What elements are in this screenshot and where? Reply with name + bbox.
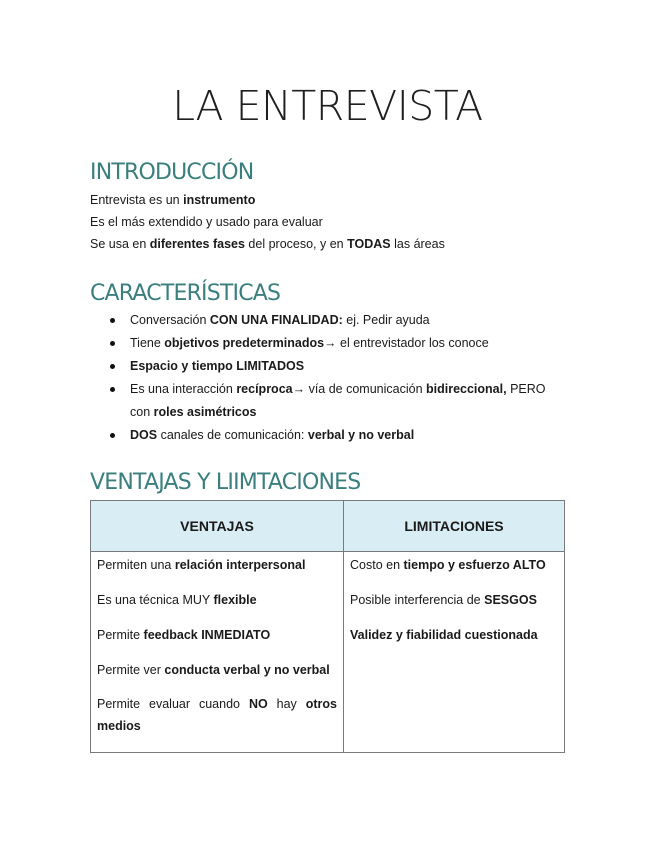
limitaciones-cell xyxy=(344,552,565,753)
heading-introduccion: INTRODUCCIÓN xyxy=(90,160,254,185)
intro-line-1: Entrevista es un instrumento xyxy=(90,193,256,207)
ventaja-item: Es una técnica MUY flexible xyxy=(97,593,257,607)
intro-line-3: Se usa en diferentes fases del proceso, y en TODAS las áreas xyxy=(90,237,445,251)
limitacion-item: Validez y fiabilidad cuestionada xyxy=(350,628,538,642)
bullet-icon xyxy=(110,433,115,438)
limitacion-item: Posible interferencia de SESGOS xyxy=(350,593,537,607)
ventaja-item: Permite feedback INMEDIATO xyxy=(97,628,271,642)
bullet-icon xyxy=(110,387,115,392)
ventajas-limitaciones-table xyxy=(90,500,565,753)
bullet-icon xyxy=(110,364,115,369)
list-item: Tiene objetivos predeterminados→ el entrevistador los conoce xyxy=(110,332,580,355)
limitacion-item: Costo en tiempo y esfuerzo ALTO xyxy=(350,558,546,572)
list-item: Es una interacción recíproca→ vía de comunicación bidireccional, PERO con roles asimétricos xyxy=(110,378,580,424)
page-title: LA ENTREVISTA xyxy=(172,82,483,130)
ventaja-item: Permiten una relación interpersonal xyxy=(97,558,306,572)
bullet-icon xyxy=(110,341,115,346)
ventaja-item: Permite evaluar cuando NO hay otros medios xyxy=(97,697,337,733)
column-header-ventajas: VENTAJAS xyxy=(91,501,344,552)
heading-ventajas-limitaciones: VENTAJAS Y LIIMTACIONES xyxy=(90,470,361,495)
column-header-limitaciones: LIMITACIONES xyxy=(344,501,565,552)
bullet-icon xyxy=(110,318,115,323)
list-item: Espacio y tiempo LIMITADOS xyxy=(110,355,580,378)
intro-line-2: Es el más extendido y usado para evaluar xyxy=(90,215,323,229)
list-item: DOS canales de comunicación: verbal y no verbal xyxy=(110,424,580,447)
ventaja-item: Permite ver conducta verbal y no verbal xyxy=(97,663,330,677)
caracteristicas-list xyxy=(110,309,580,447)
list-item: Conversación CON UNA FINALIDAD: ej. Pedir ayuda xyxy=(110,309,580,332)
heading-caracteristicas: CARACTERÍSTICAS xyxy=(90,281,281,306)
ventajas-cell xyxy=(91,552,344,753)
